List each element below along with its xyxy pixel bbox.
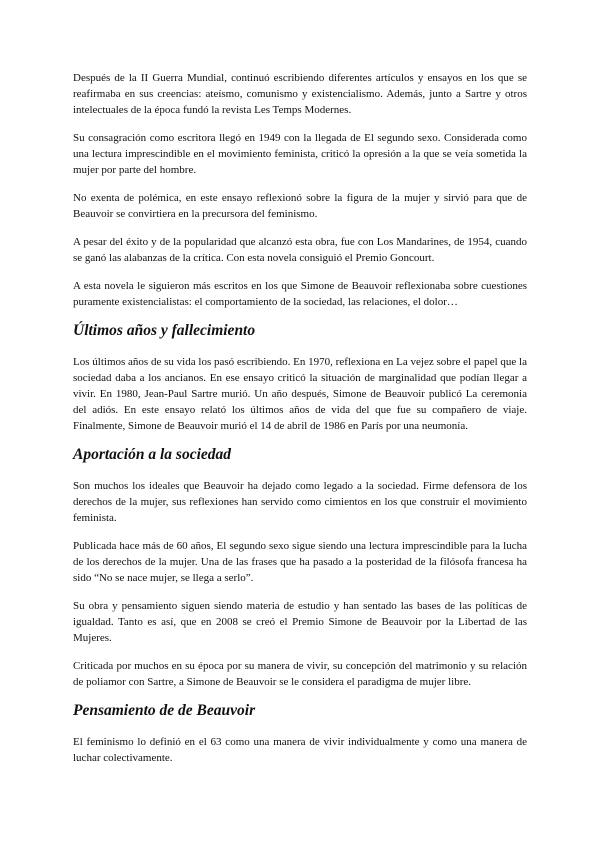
section-2-paragraph-4: Criticada por muchos en su época por su manera de vivir, su concepción del matrimonio y su relación de poliamor con Sartre, a Simone de Beauvoir se le considera el paradigma de mujer libre. — [73, 660, 527, 688]
section-3-paragraph-1: El feminismo lo definió en el 63 como una manera de vivir individualmente y como una manera de luchar colectivamente. — [73, 736, 527, 764]
section-2-paragraph-2: Publicada hace más de 60 años, El segundo sexo sigue siendo una lectura imprescindible para la lucha de los derechos de la mujer. Una de las frases que ha pasado a la posteridad de la filósofa francesa ha sido “No se nace mujer, se llega a serlo”. — [73, 540, 527, 584]
section-2-paragraph-3: Su obra y pensamiento siguen siendo materia de estudio y han sentado las bases de las políticas de igualdad. Tanto es así, que en 2008 se creó el Premio Simone de Beauvoir por la Libertad de las Mujeres. — [73, 600, 527, 644]
section-heading-aportacion: Aportación a la sociedad — [73, 446, 232, 463]
section-2-paragraph-1: Son muchos los ideales que Beauvoir ha dejado como legado a la sociedad. Firme defensora de los derechos de la mujer, sus reflexiones han servido como cimientos en los que construir el movimiento feminista. — [73, 480, 527, 524]
intro-paragraph-1: Después de la II Guerra Mundial, continuó escribiendo diferentes artículos y ensayos en los que se reafirmaba en sus creencias: ateísmo, comunismo y existencialismo. Además, junto a Sartre y otros intelectuales de la época fundó la revista Les Temps Modernes. — [73, 72, 527, 116]
section-heading-ultimos-anos: Últimos años y fallecimiento — [73, 322, 256, 339]
intro-paragraph-4: A pesar del éxito y de la popularidad que alcanzó esta obra, fue con Los Mandarines, de 1954, cuando se ganó las alabanzas de la crítica. Con esta novela consiguió el Premio Goncourt. — [73, 236, 527, 264]
intro-paragraph-5: A esta novela le siguieron más escritos en los que Simone de Beauvoir reflexionaba sobre cuestiones puramente existencialistas: el comportamiento de la sociedad, las relaciones, el dolor… — [73, 280, 527, 308]
section-heading-pensamiento: Pensamiento de de Beauvoir — [73, 702, 256, 719]
intro-paragraph-3: No exenta de polémica, en este ensayo reflexionó sobre la figura de la mujer y sirvió para que de Beauvoir se convirtiera en la precursora del feminismo. — [73, 192, 527, 220]
intro-paragraph-2: Su consagración como escritora llegó en 1949 con la llegada de El segundo sexo. Considerada como una lectura imprescindible en el movimiento feminista, criticó la opresión a la que se veía sometida la mujer por parte del hombre. — [73, 132, 527, 176]
section-1-paragraph-1: Los últimos años de su vida los pasó escribiendo. En 1970, reflexiona en La vejez sobre el papel que la sociedad daba a los ancianos. En ese ensayo criticó la situación de marginalidad que podían llegar a vivir. En 1980, Jean-Paul Sartre murió. Un año después, Simone de Beauvoir publicó La ceremonia del adiós. En este ensayo relató los últimos años de vida del que fue su compañero de viaje. Finalmente, Simone de Beauvoir murió el 14 de abril de 1986 en París por una neumonía. — [73, 356, 527, 432]
